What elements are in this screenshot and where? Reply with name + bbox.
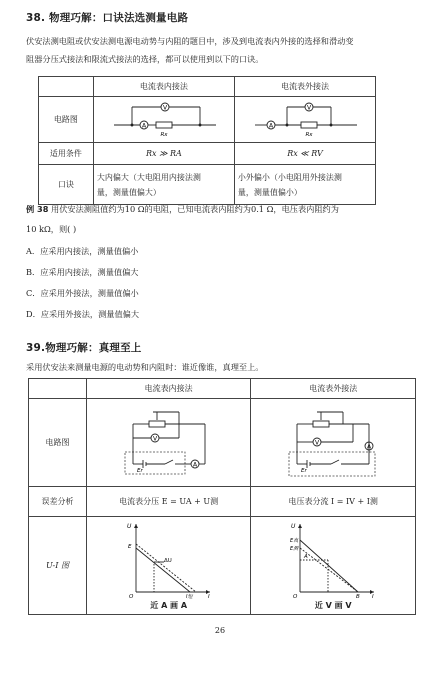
- page-number: 26: [214, 626, 226, 635]
- svg-text:U: U: [291, 523, 296, 530]
- col-header-external: 电流表外接法: [234, 77, 375, 97]
- row-header-condition: 适用条件: [39, 143, 94, 165]
- svg-text:I: I: [207, 594, 210, 600]
- svg-text:A: A: [268, 122, 274, 129]
- circuit-external-diagram: [245, 99, 365, 139]
- ui-graph-external-diagram: [288, 520, 378, 600]
- svg-text:ΔU: ΔU: [163, 558, 172, 564]
- svg-text:A: A: [304, 554, 308, 560]
- option-d[interactable]: D．应采用外接法，测量值偏大: [26, 309, 140, 319]
- s39-circuit-external: [251, 399, 416, 487]
- svg-text:A: A: [192, 461, 197, 468]
- svg-text:E: E: [127, 544, 132, 550]
- s39-row-header-ui: U-I 图: [29, 517, 87, 615]
- s39-row-header-error: 误差分析: [29, 487, 87, 517]
- svg-text:Rx: Rx: [305, 131, 313, 138]
- table-internal-external-comparison: [38, 76, 376, 205]
- example-38-label: 例 38: [26, 204, 49, 214]
- svg-text:Rx: Rx: [160, 131, 168, 138]
- col-header-internal: 电流表内接法: [93, 77, 234, 97]
- s39-circuit-external-diagram: [283, 402, 383, 482]
- row-header-circuit: 电路图: [39, 97, 94, 143]
- section-39-intro: 采用伏安法来测量电源的电动势和内阻时：谁近像谁，真理至上。: [26, 362, 264, 372]
- caption-near-a: 近 A 画 A: [150, 601, 188, 610]
- svg-text:O: O: [293, 594, 298, 600]
- svg-text:V: V: [152, 435, 157, 442]
- ui-graph-internal: [86, 517, 251, 615]
- s39-col-header-external: 电流表外接法: [251, 379, 416, 399]
- svg-text:E真: E真: [290, 538, 299, 544]
- svg-text:V: V: [162, 104, 167, 111]
- condition-internal: Rx ≫ RA: [93, 143, 234, 165]
- svg-text:V: V: [306, 104, 312, 111]
- svg-text:O: O: [128, 594, 134, 600]
- error-internal: 电流表分压 E = UA + U测: [86, 487, 251, 517]
- section-38-intro-line2: 阻器分压式接法和限流式接法的选择，都可以使用到以下的口诀。: [26, 54, 264, 64]
- ui-graph-external: [251, 517, 416, 615]
- ui-graph-internal-diagram: [124, 520, 214, 600]
- svg-text:Er: Er: [136, 467, 143, 474]
- s39-col-header-internal: 电流表内接法: [86, 379, 251, 399]
- circuit-internal: [93, 97, 234, 143]
- svg-text:A: A: [367, 443, 372, 450]
- row-header-mnemonic: 口诀: [39, 165, 94, 205]
- option-b[interactable]: B．应采用内接法，测量值偏大: [26, 267, 139, 277]
- section-38-title: 38. 物理巧解：口诀法选测量电路: [26, 12, 189, 24]
- svg-text:V: V: [315, 439, 320, 446]
- section-39-title: 39.物理巧解：真理至上: [26, 342, 142, 354]
- svg-text:A: A: [141, 122, 146, 129]
- circuit-external: [234, 97, 375, 143]
- example-38-line2: 10 kΩ，则( ): [26, 224, 77, 234]
- mnemonic-internal: 大内偏大（大电阻用内接法测 量，测量值偏大）: [93, 165, 234, 205]
- table-true-value-first: [28, 378, 416, 615]
- mnemonic-external: 小外偏小（小电阻用外接法测 量，测量值偏小）: [234, 165, 375, 205]
- circuit-internal-diagram: [104, 99, 224, 139]
- condition-external: Rx ≪ RV: [234, 143, 375, 165]
- error-external: 电压表分流 I = IV + I测: [251, 487, 416, 517]
- s39-circuit-internal-diagram: [119, 402, 219, 482]
- svg-text:B: B: [356, 594, 360, 600]
- svg-text:U: U: [126, 523, 132, 530]
- svg-text:I: I: [372, 594, 374, 600]
- caption-near-v: 近 V 画 V: [314, 601, 352, 610]
- s39-circuit-internal: [86, 399, 251, 487]
- svg-text:I短: I短: [185, 594, 193, 600]
- section-38-intro-line1: 伏安法测电阻或伏安法测电源电动势与内阻的题目中，涉及到电流表内外接的选择和滑动变: [26, 36, 354, 46]
- option-c[interactable]: C．应采用外接法，测量值偏小: [26, 288, 139, 298]
- example-38-line1: 例 38 用伏安法测阻值约为10 Ω的电阻，已知电流表内阻约为0.1 Ω，电压表内阻约为: [26, 204, 339, 214]
- option-a[interactable]: A．应采用内接法，测量值偏小: [26, 246, 139, 256]
- svg-text:Er: Er: [301, 467, 307, 474]
- svg-text:E测: E测: [290, 546, 299, 552]
- s39-row-header-circuit: 电路图: [29, 399, 87, 487]
